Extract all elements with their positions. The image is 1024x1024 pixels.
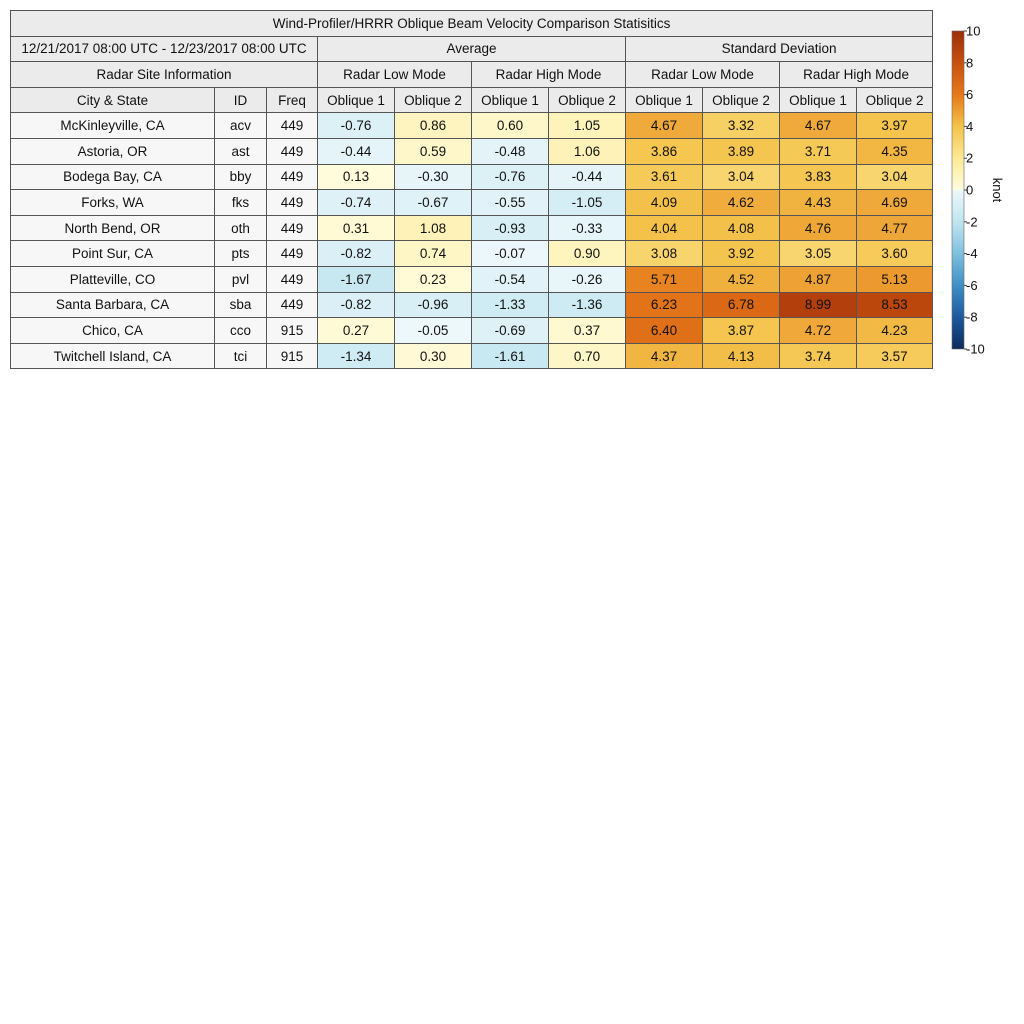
std-value-cell: 4.67 [626,113,703,139]
table-row [11,113,933,139]
std-value-cell: 4.13 [703,343,780,369]
column-header-std-high-oblique-1: Oblique 1 [780,87,857,113]
colorbar [940,20,1010,360]
column-header-std-low-oblique-1: Oblique 1 [626,87,703,113]
mode-header-std-low: Radar Low Mode [626,62,780,88]
std-value-cell: 4.23 [857,318,933,344]
freq-cell: 449 [267,164,318,190]
freq-cell: 915 [267,343,318,369]
average-value-cell: -1.05 [549,190,626,216]
std-value-cell: 3.60 [857,241,933,267]
std-value-cell: 6.78 [703,292,780,318]
site-id-cell: oth [215,215,267,241]
colorbar-tick-label: 0 [966,182,974,198]
average-value-cell: -0.76 [318,113,395,139]
std-value-cell: 5.13 [857,266,933,292]
table-title: Wind-Profiler/HRRR Oblique Beam Velocity Comparison Statisitics [11,11,933,37]
mode-header-avg-low: Radar Low Mode [318,62,472,88]
colorbar-tick-label: 2 [966,150,974,166]
std-value-cell: 8.99 [780,292,857,318]
site-id-cell: ast [215,138,267,164]
std-value-cell: 3.04 [857,164,933,190]
average-value-cell: -0.93 [472,215,549,241]
table-row [11,241,933,267]
average-value-cell: -0.76 [472,164,549,190]
freq-cell: 449 [267,113,318,139]
std-value-cell: 3.92 [703,241,780,267]
table-row [11,164,933,190]
average-value-cell: 0.27 [318,318,395,344]
average-value-cell: 0.60 [472,113,549,139]
city-cell: Point Sur, CA [11,241,215,267]
date-range: 12/21/2017 08:00 UTC - 12/23/2017 08:00 UTC [11,36,318,62]
std-value-cell: 4.09 [626,190,703,216]
site-id-cell: sba [215,292,267,318]
city-cell: McKinleyville, CA [11,113,215,139]
average-value-cell: -0.07 [472,241,549,267]
average-value-cell: -1.61 [472,343,549,369]
std-value-cell: 6.23 [626,292,703,318]
std-value-cell: 4.69 [857,190,933,216]
average-value-cell: 0.30 [395,343,472,369]
average-value-cell: -0.69 [472,318,549,344]
std-value-cell: 5.71 [626,266,703,292]
average-value-cell: -0.74 [318,190,395,216]
site-id-cell: fks [215,190,267,216]
average-value-cell: -1.36 [549,292,626,318]
colorbar-tick-label: 6 [966,87,974,103]
freq-cell: 449 [267,241,318,267]
std-value-cell: 4.62 [703,190,780,216]
std-value-cell: 4.43 [780,190,857,216]
std-value-cell: 8.53 [857,292,933,318]
colorbar-tick-label: -2 [966,214,978,230]
std-value-cell: 4.37 [626,343,703,369]
freq-cell: 449 [267,215,318,241]
column-header-id: ID [215,87,267,113]
city-cell: Santa Barbara, CA [11,292,215,318]
average-value-cell: -0.48 [472,138,549,164]
std-value-cell: 4.35 [857,138,933,164]
site-id-cell: cco [215,318,267,344]
colorbar-tick-label: 10 [966,23,981,39]
average-value-cell: -0.44 [549,164,626,190]
average-value-cell: 0.74 [395,241,472,267]
std-value-cell: 4.76 [780,215,857,241]
average-value-cell: 0.86 [395,113,472,139]
statistics-table [10,10,933,369]
std-value-cell: 3.08 [626,241,703,267]
table-row [11,215,933,241]
average-value-cell: 0.70 [549,343,626,369]
table-row [11,266,933,292]
freq-cell: 449 [267,266,318,292]
std-value-cell: 4.04 [626,215,703,241]
colorbar-tick-label: -10 [966,341,985,357]
std-value-cell: 3.83 [780,164,857,190]
city-cell: Forks, WA [11,190,215,216]
column-header-avg-low-oblique-2: Oblique 2 [395,87,472,113]
std-value-cell: 3.05 [780,241,857,267]
city-cell: Bodega Bay, CA [11,164,215,190]
std-value-cell: 3.86 [626,138,703,164]
site-info-header: Radar Site Information [11,62,318,88]
standard-deviation-header: Standard Deviation [626,36,933,62]
city-cell: Platteville, CO [11,266,215,292]
average-value-cell: -0.30 [395,164,472,190]
average-value-cell: 1.05 [549,113,626,139]
average-value-cell: -0.55 [472,190,549,216]
std-value-cell: 4.52 [703,266,780,292]
average-value-cell: -0.67 [395,190,472,216]
average-value-cell: 0.13 [318,164,395,190]
city-cell: Astoria, OR [11,138,215,164]
site-id-cell: pvl [215,266,267,292]
average-value-cell: 0.31 [318,215,395,241]
freq-cell: 449 [267,292,318,318]
average-value-cell: 1.08 [395,215,472,241]
column-header-avg-low-oblique-1: Oblique 1 [318,87,395,113]
std-value-cell: 3.74 [780,343,857,369]
average-value-cell: -1.67 [318,266,395,292]
std-value-cell: 3.97 [857,113,933,139]
std-value-cell: 4.87 [780,266,857,292]
average-value-cell: -0.26 [549,266,626,292]
colorbar-tick-label: 4 [966,118,974,134]
std-value-cell: 3.04 [703,164,780,190]
average-value-cell: -0.33 [549,215,626,241]
std-value-cell: 4.08 [703,215,780,241]
colorbar-tick-label: -4 [966,246,978,262]
average-value-cell: 0.37 [549,318,626,344]
colorbar-ticks [964,24,985,357]
std-value-cell: 4.77 [857,215,933,241]
table-row [11,292,933,318]
site-id-cell: acv [215,113,267,139]
average-value-cell: -0.05 [395,318,472,344]
average-value-cell: 0.23 [395,266,472,292]
colorbar-tick-label: 8 [966,55,974,71]
site-id-cell: tci [215,343,267,369]
column-header-std-high-oblique-2: Oblique 2 [857,87,933,113]
average-value-cell: -0.54 [472,266,549,292]
average-value-cell: -0.82 [318,292,395,318]
city-cell: Chico, CA [11,318,215,344]
column-header-freq: Freq [267,87,318,113]
average-value-cell: -0.96 [395,292,472,318]
std-value-cell: 4.72 [780,318,857,344]
freq-cell: 449 [267,138,318,164]
std-value-cell: 3.87 [703,318,780,344]
std-value-cell: 6.40 [626,318,703,344]
average-value-cell: 0.59 [395,138,472,164]
average-value-cell: 1.06 [549,138,626,164]
city-cell: Twitchell Island, CA [11,343,215,369]
mode-header-std-high: Radar High Mode [780,62,933,88]
std-value-cell: 3.61 [626,164,703,190]
table-row [11,343,933,369]
site-id-cell: pts [215,241,267,267]
city-cell: North Bend, OR [11,215,215,241]
freq-cell: 449 [267,190,318,216]
colorbar-tick-label: -6 [966,277,978,293]
average-header: Average [318,36,626,62]
site-id-cell: bby [215,164,267,190]
column-header-city: City & State [11,87,215,113]
table-row [11,190,933,216]
colorbar-gradient [952,31,964,349]
average-value-cell: -1.34 [318,343,395,369]
column-header-std-low-oblique-2: Oblique 2 [703,87,780,113]
mode-header-avg-high: Radar High Mode [472,62,626,88]
table-row [11,318,933,344]
column-header-avg-high-oblique-2: Oblique 2 [549,87,626,113]
colorbar-label: knot [990,177,1005,203]
std-value-cell: 3.89 [703,138,780,164]
std-value-cell: 3.71 [780,138,857,164]
colorbar-tick-label: -8 [966,309,978,325]
average-value-cell: -1.33 [472,292,549,318]
std-value-cell: 3.32 [703,113,780,139]
std-value-cell: 3.57 [857,343,933,369]
column-header-avg-high-oblique-1: Oblique 1 [472,87,549,113]
freq-cell: 915 [267,318,318,344]
average-value-cell: -0.82 [318,241,395,267]
average-value-cell: 0.90 [549,241,626,267]
std-value-cell: 4.67 [780,113,857,139]
table-row [11,138,933,164]
average-value-cell: -0.44 [318,138,395,164]
